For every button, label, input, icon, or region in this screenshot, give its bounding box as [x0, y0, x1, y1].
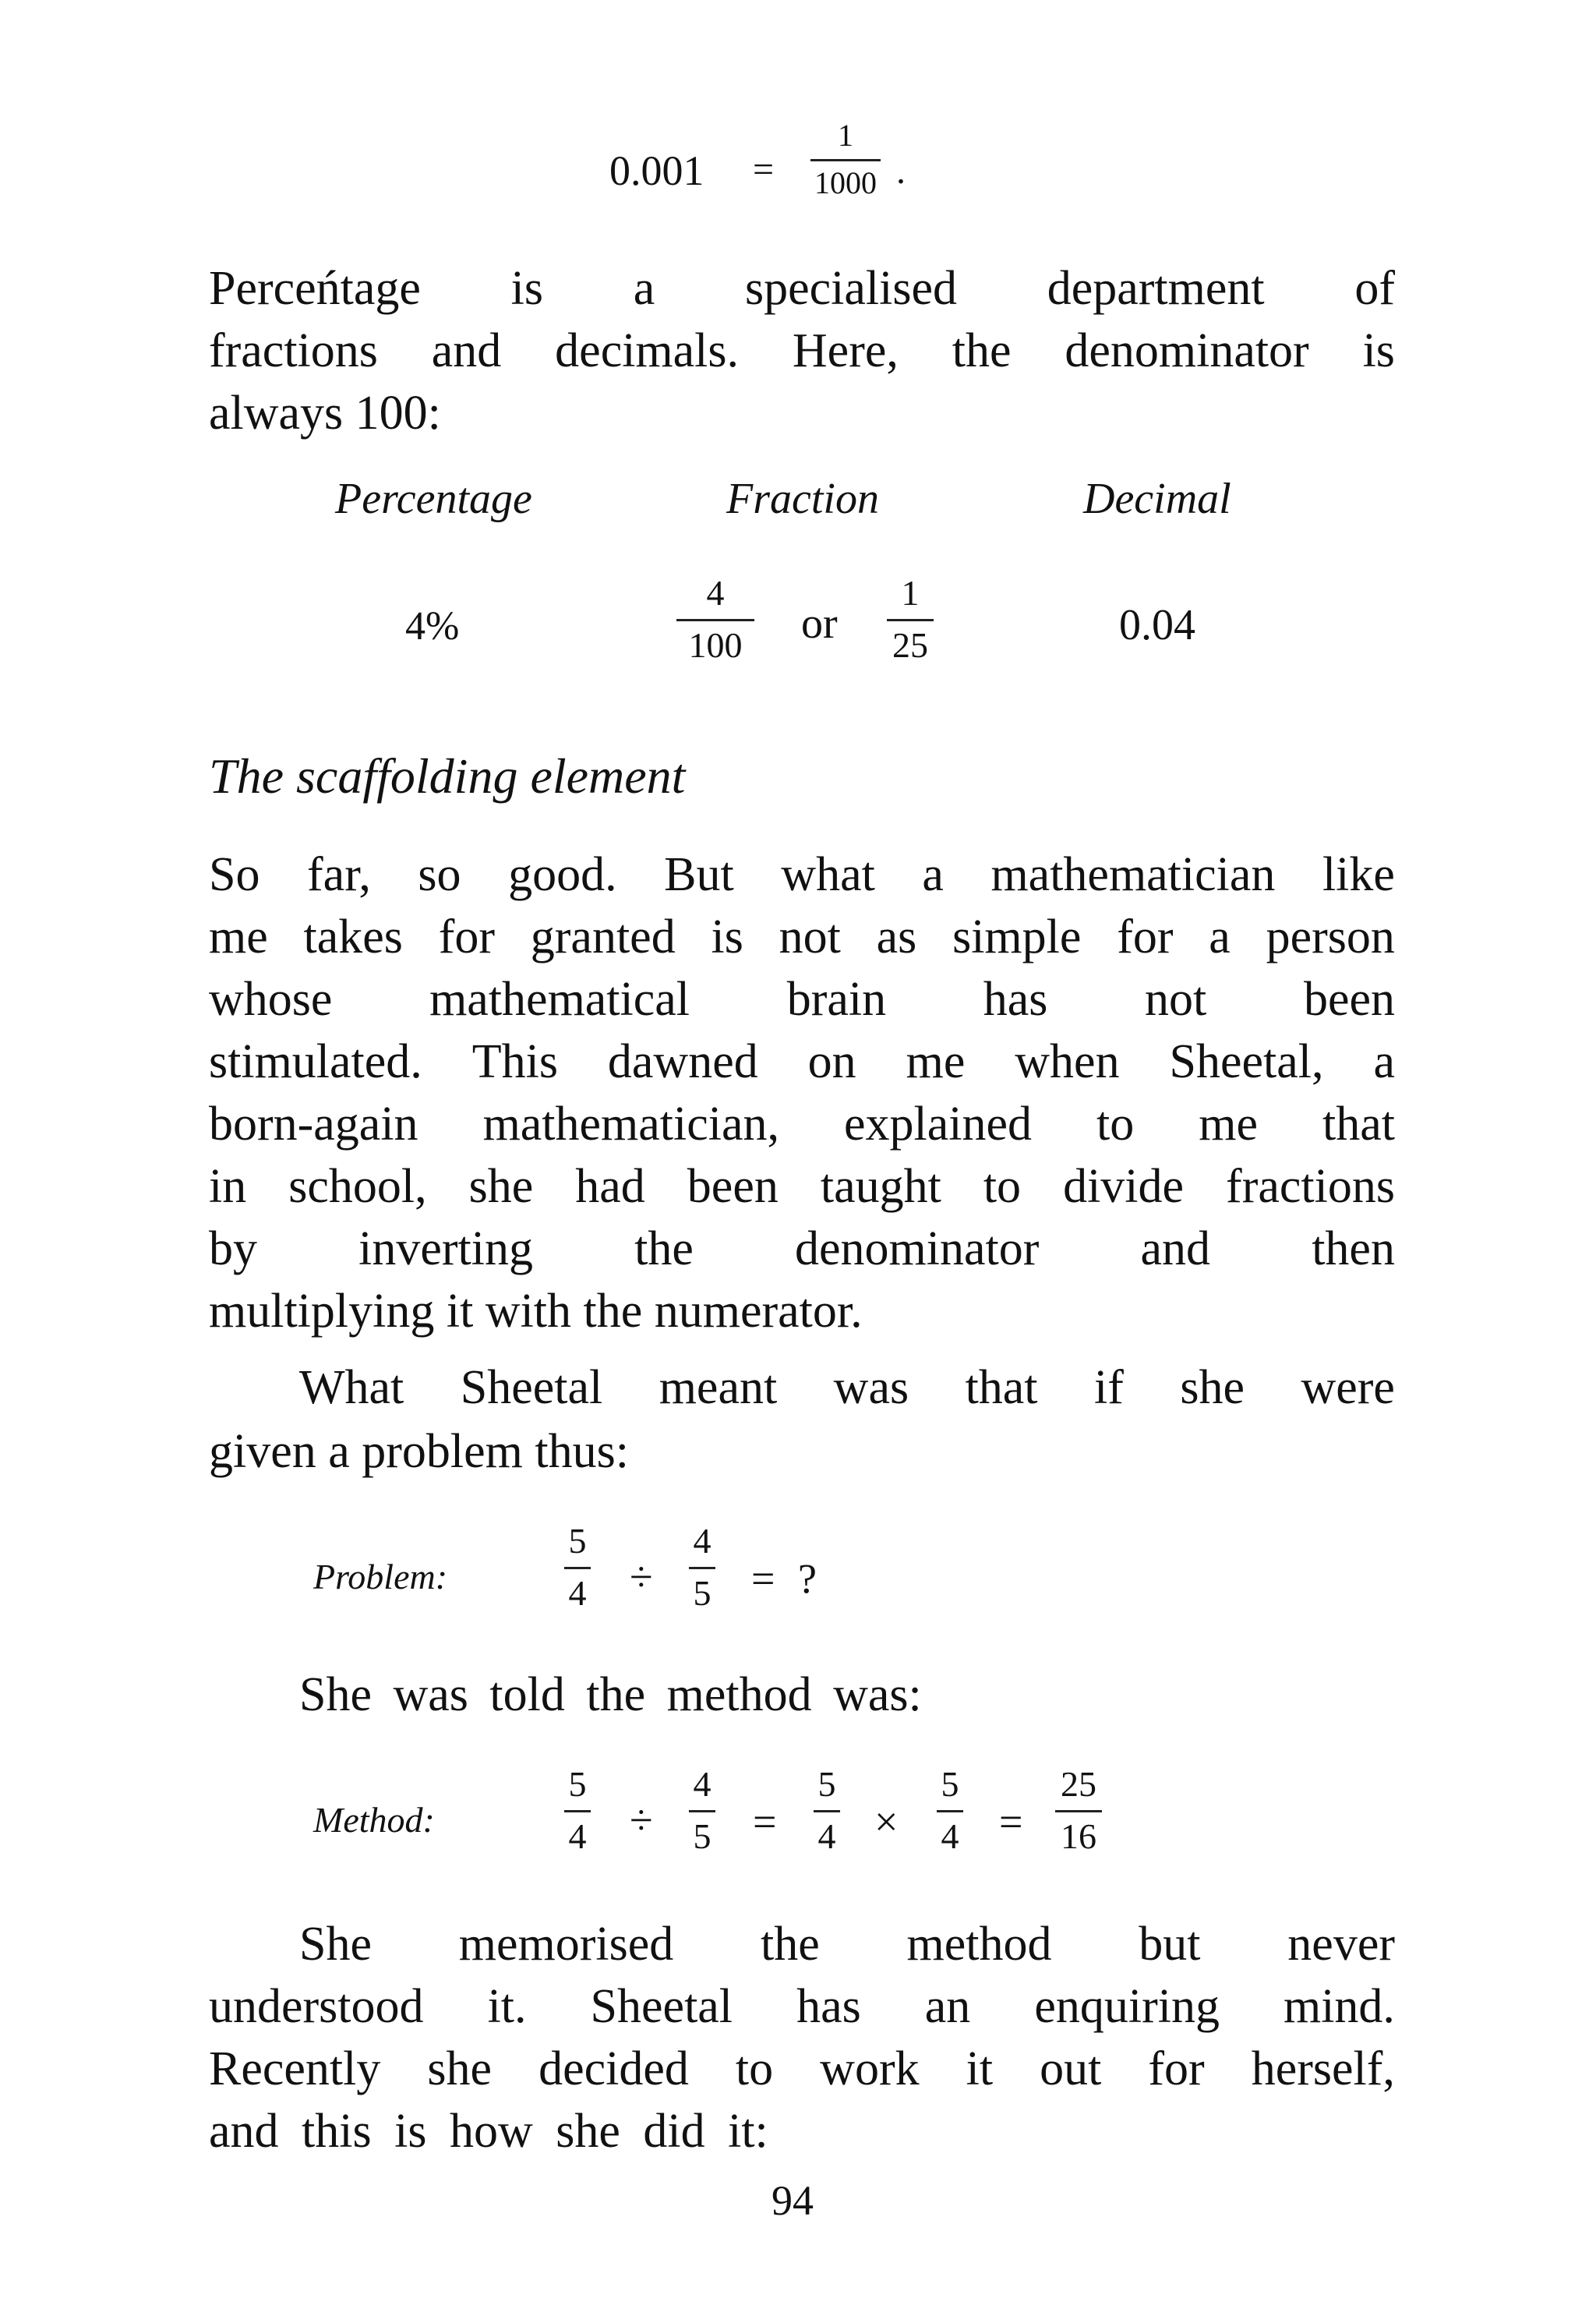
word: for	[1148, 2042, 1205, 2095]
table-cell-percentage: 4%	[405, 604, 460, 649]
word: herself,	[1251, 2042, 1395, 2095]
fraction-numerator: 4	[706, 573, 725, 613]
word: for	[438, 910, 495, 963]
word: she	[468, 1160, 534, 1213]
word: if	[1094, 1361, 1124, 1414]
word: takes	[303, 910, 403, 963]
word: She	[299, 1918, 372, 1971]
fraction-numerator: 5	[817, 1764, 836, 1804]
fraction-denominator: 16	[1061, 1816, 1096, 1856]
word: for	[1117, 910, 1174, 963]
fraction-numerator: 1	[838, 118, 853, 153]
word: brain	[786, 973, 887, 1026]
problem-fraction-2	[689, 1523, 715, 1611]
word: a	[922, 848, 944, 901]
word: Sheetal	[590, 1980, 733, 2033]
equals-sign: =	[999, 1798, 1023, 1845]
word: me	[1199, 1098, 1259, 1151]
word: department	[1047, 262, 1265, 315]
fraction-numerator: 5	[568, 1764, 587, 1804]
fraction-denominator: 5	[693, 1573, 711, 1613]
paragraph-2-line-7	[209, 1218, 1395, 1280]
word: taught	[820, 1160, 941, 1213]
word: so	[418, 848, 461, 901]
word: out	[1040, 2042, 1102, 2095]
method-fraction-1	[564, 1766, 591, 1855]
paragraph-5-line-3	[209, 2038, 1395, 2100]
word: been	[1303, 973, 1395, 1026]
section-heading: The scaffolding element	[209, 748, 686, 804]
paragraph-2-line-5	[209, 1093, 1395, 1155]
word: method	[906, 1918, 1052, 1971]
word: has	[983, 973, 1048, 1026]
word: a	[633, 262, 655, 315]
divide-sign: ÷	[630, 1797, 653, 1844]
paragraph-3-line-2	[209, 1420, 1395, 1483]
top-equation-period: .	[896, 150, 906, 192]
word: that	[1322, 1098, 1395, 1151]
word: and	[1140, 1222, 1211, 1275]
paragraph-2-line-6	[209, 1155, 1395, 1218]
table-header-decimal: Decimal	[1083, 475, 1231, 523]
word: enquiring	[1034, 1980, 1220, 2033]
word: understood	[209, 1980, 424, 2033]
word: What	[299, 1361, 404, 1414]
method-fraction-3	[814, 1766, 840, 1855]
word: by	[209, 1222, 257, 1275]
word: fractions	[1226, 1160, 1395, 1213]
word: not	[779, 910, 841, 963]
paragraph-5-line-1	[299, 1913, 1395, 1975]
paragraph-5-line-2	[209, 1975, 1395, 2038]
word: mind.	[1283, 1980, 1395, 2033]
word: what	[781, 848, 875, 901]
word: Sheetal	[460, 1361, 603, 1414]
equals-sign: =	[751, 1555, 775, 1602]
word: but	[1139, 1918, 1201, 1971]
word: that	[965, 1361, 1038, 1414]
word: decimals.	[555, 324, 740, 377]
word: So	[209, 848, 260, 901]
word: work	[820, 2042, 920, 2095]
fraction-denominator: 5	[693, 1816, 711, 1856]
word: decided	[538, 2042, 689, 2095]
word: to	[983, 1160, 1022, 1213]
paragraph-3-line-1	[299, 1356, 1395, 1419]
paragraph-text: multiplying it with the numerator.	[209, 1285, 863, 1338]
fraction-numerator: 25	[1061, 1764, 1096, 1804]
word: is	[510, 262, 544, 315]
word: not	[1145, 973, 1207, 1026]
paragraph-1-line-1	[209, 257, 1395, 320]
word: stimulated.	[209, 1035, 422, 1088]
fraction-denominator: 100	[688, 625, 743, 665]
word: an	[924, 1980, 971, 2033]
word: Recently	[209, 2042, 381, 2095]
table-cell-or: or	[801, 599, 838, 648]
fraction-denominator: 4	[941, 1816, 959, 1856]
word: a	[1209, 910, 1231, 963]
word: she	[427, 2042, 493, 2095]
table-header-percentage: Percentage	[335, 475, 532, 523]
word: had	[575, 1160, 645, 1213]
paragraph-2-line-2	[209, 906, 1395, 968]
word: of	[1354, 262, 1395, 315]
divide-sign: ÷	[630, 1554, 653, 1600]
fraction-numerator: 4	[693, 1764, 711, 1804]
fraction-denominator: 25	[892, 625, 928, 665]
word: is	[1362, 324, 1395, 377]
word: Here,	[792, 324, 899, 377]
word: she	[1180, 1361, 1245, 1414]
paragraph-text: and this is how she did it:	[209, 2105, 768, 2158]
table-cell-fraction-a	[676, 575, 754, 663]
word: divide	[1063, 1160, 1185, 1213]
word: meant	[659, 1361, 778, 1414]
paragraph-2-line-8	[209, 1280, 1395, 1342]
word: has	[796, 1980, 861, 2033]
paragraph-2-line-4	[209, 1031, 1395, 1093]
top-equation-lhs: 0.001	[609, 147, 704, 194]
top-equation-equals: =	[753, 149, 775, 190]
word: mathematician,	[482, 1098, 780, 1151]
paragraph-1-line-3	[209, 382, 1395, 444]
word: was	[833, 1361, 909, 1414]
word: when	[1015, 1035, 1120, 1088]
word: whose	[209, 973, 333, 1026]
word: school,	[288, 1160, 427, 1213]
word: granted	[530, 910, 676, 963]
word: dawned	[607, 1035, 758, 1088]
method-label: Method:	[313, 1800, 435, 1840]
word: good.	[508, 848, 617, 901]
word: born-again	[209, 1098, 418, 1151]
word: is	[711, 910, 743, 963]
word: as	[876, 910, 917, 963]
problem-fraction-1	[564, 1523, 591, 1611]
equals-sign: =	[753, 1798, 777, 1845]
word: But	[664, 848, 734, 901]
word: mathematical	[429, 973, 690, 1026]
word: mathematician	[990, 848, 1276, 901]
method-fraction-5	[1055, 1766, 1102, 1855]
word: person	[1266, 910, 1395, 963]
method-fraction-4	[937, 1766, 963, 1855]
word: it.	[487, 1980, 527, 2033]
paragraph-2-line-3	[209, 968, 1395, 1031]
table-cell-decimal: 0.04	[1119, 601, 1195, 649]
fraction-denominator: 4	[568, 1816, 587, 1856]
word: in	[209, 1160, 247, 1213]
word: like	[1322, 848, 1395, 901]
word: memorised	[458, 1918, 674, 1971]
fraction-numerator: 1	[901, 573, 920, 613]
word: This	[471, 1035, 558, 1088]
word: denominator	[1065, 324, 1309, 377]
method-fraction-2	[689, 1766, 715, 1855]
paragraph-4: She was told the method was:	[299, 1668, 922, 1721]
word: simple	[952, 910, 1082, 963]
word: Perceńtage	[209, 262, 421, 315]
word: to	[1096, 1098, 1135, 1151]
fraction-numerator: 4	[693, 1521, 711, 1561]
paragraph-text: always 100:	[209, 387, 441, 440]
paragraph-5-line-4	[209, 2100, 1395, 2162]
word: a	[1373, 1035, 1395, 1088]
fraction-numerator: 5	[941, 1764, 959, 1804]
word: inverting	[358, 1222, 533, 1275]
word: never	[1287, 1918, 1395, 1971]
paragraph-text: given a problem thus:	[209, 1425, 629, 1478]
word: fractions	[209, 324, 378, 377]
word: me	[906, 1035, 966, 1088]
word: then	[1312, 1222, 1395, 1275]
word: specialised	[745, 262, 958, 315]
page-number: 94	[772, 2177, 814, 2224]
times-sign: ×	[874, 1798, 899, 1845]
word: it	[966, 2042, 994, 2095]
fraction-denominator: 1000	[814, 165, 877, 200]
table-header-fraction: Fraction	[726, 475, 879, 523]
top-equation-fraction	[810, 120, 881, 199]
word: been	[687, 1160, 779, 1213]
paragraph-1-line-2	[209, 320, 1395, 382]
word: me	[209, 910, 268, 963]
word: were	[1301, 1361, 1395, 1414]
paragraph-2-line-1	[209, 843, 1395, 906]
question-mark: ?	[798, 1555, 817, 1602]
fraction-denominator: 4	[817, 1816, 836, 1856]
fraction-numerator: 5	[568, 1521, 587, 1561]
word: to	[735, 2042, 774, 2095]
table-cell-fraction-b	[887, 575, 934, 663]
fraction-denominator: 4	[568, 1573, 587, 1613]
word: and	[431, 324, 502, 377]
word: the	[952, 324, 1012, 377]
word: on	[807, 1035, 856, 1088]
problem-label: Problem:	[313, 1557, 448, 1596]
word: far,	[307, 848, 371, 901]
word: the	[761, 1918, 820, 1971]
word: explained	[844, 1098, 1033, 1151]
word: denominator	[795, 1222, 1040, 1275]
word: Sheetal,	[1169, 1035, 1324, 1088]
word: the	[634, 1222, 694, 1275]
